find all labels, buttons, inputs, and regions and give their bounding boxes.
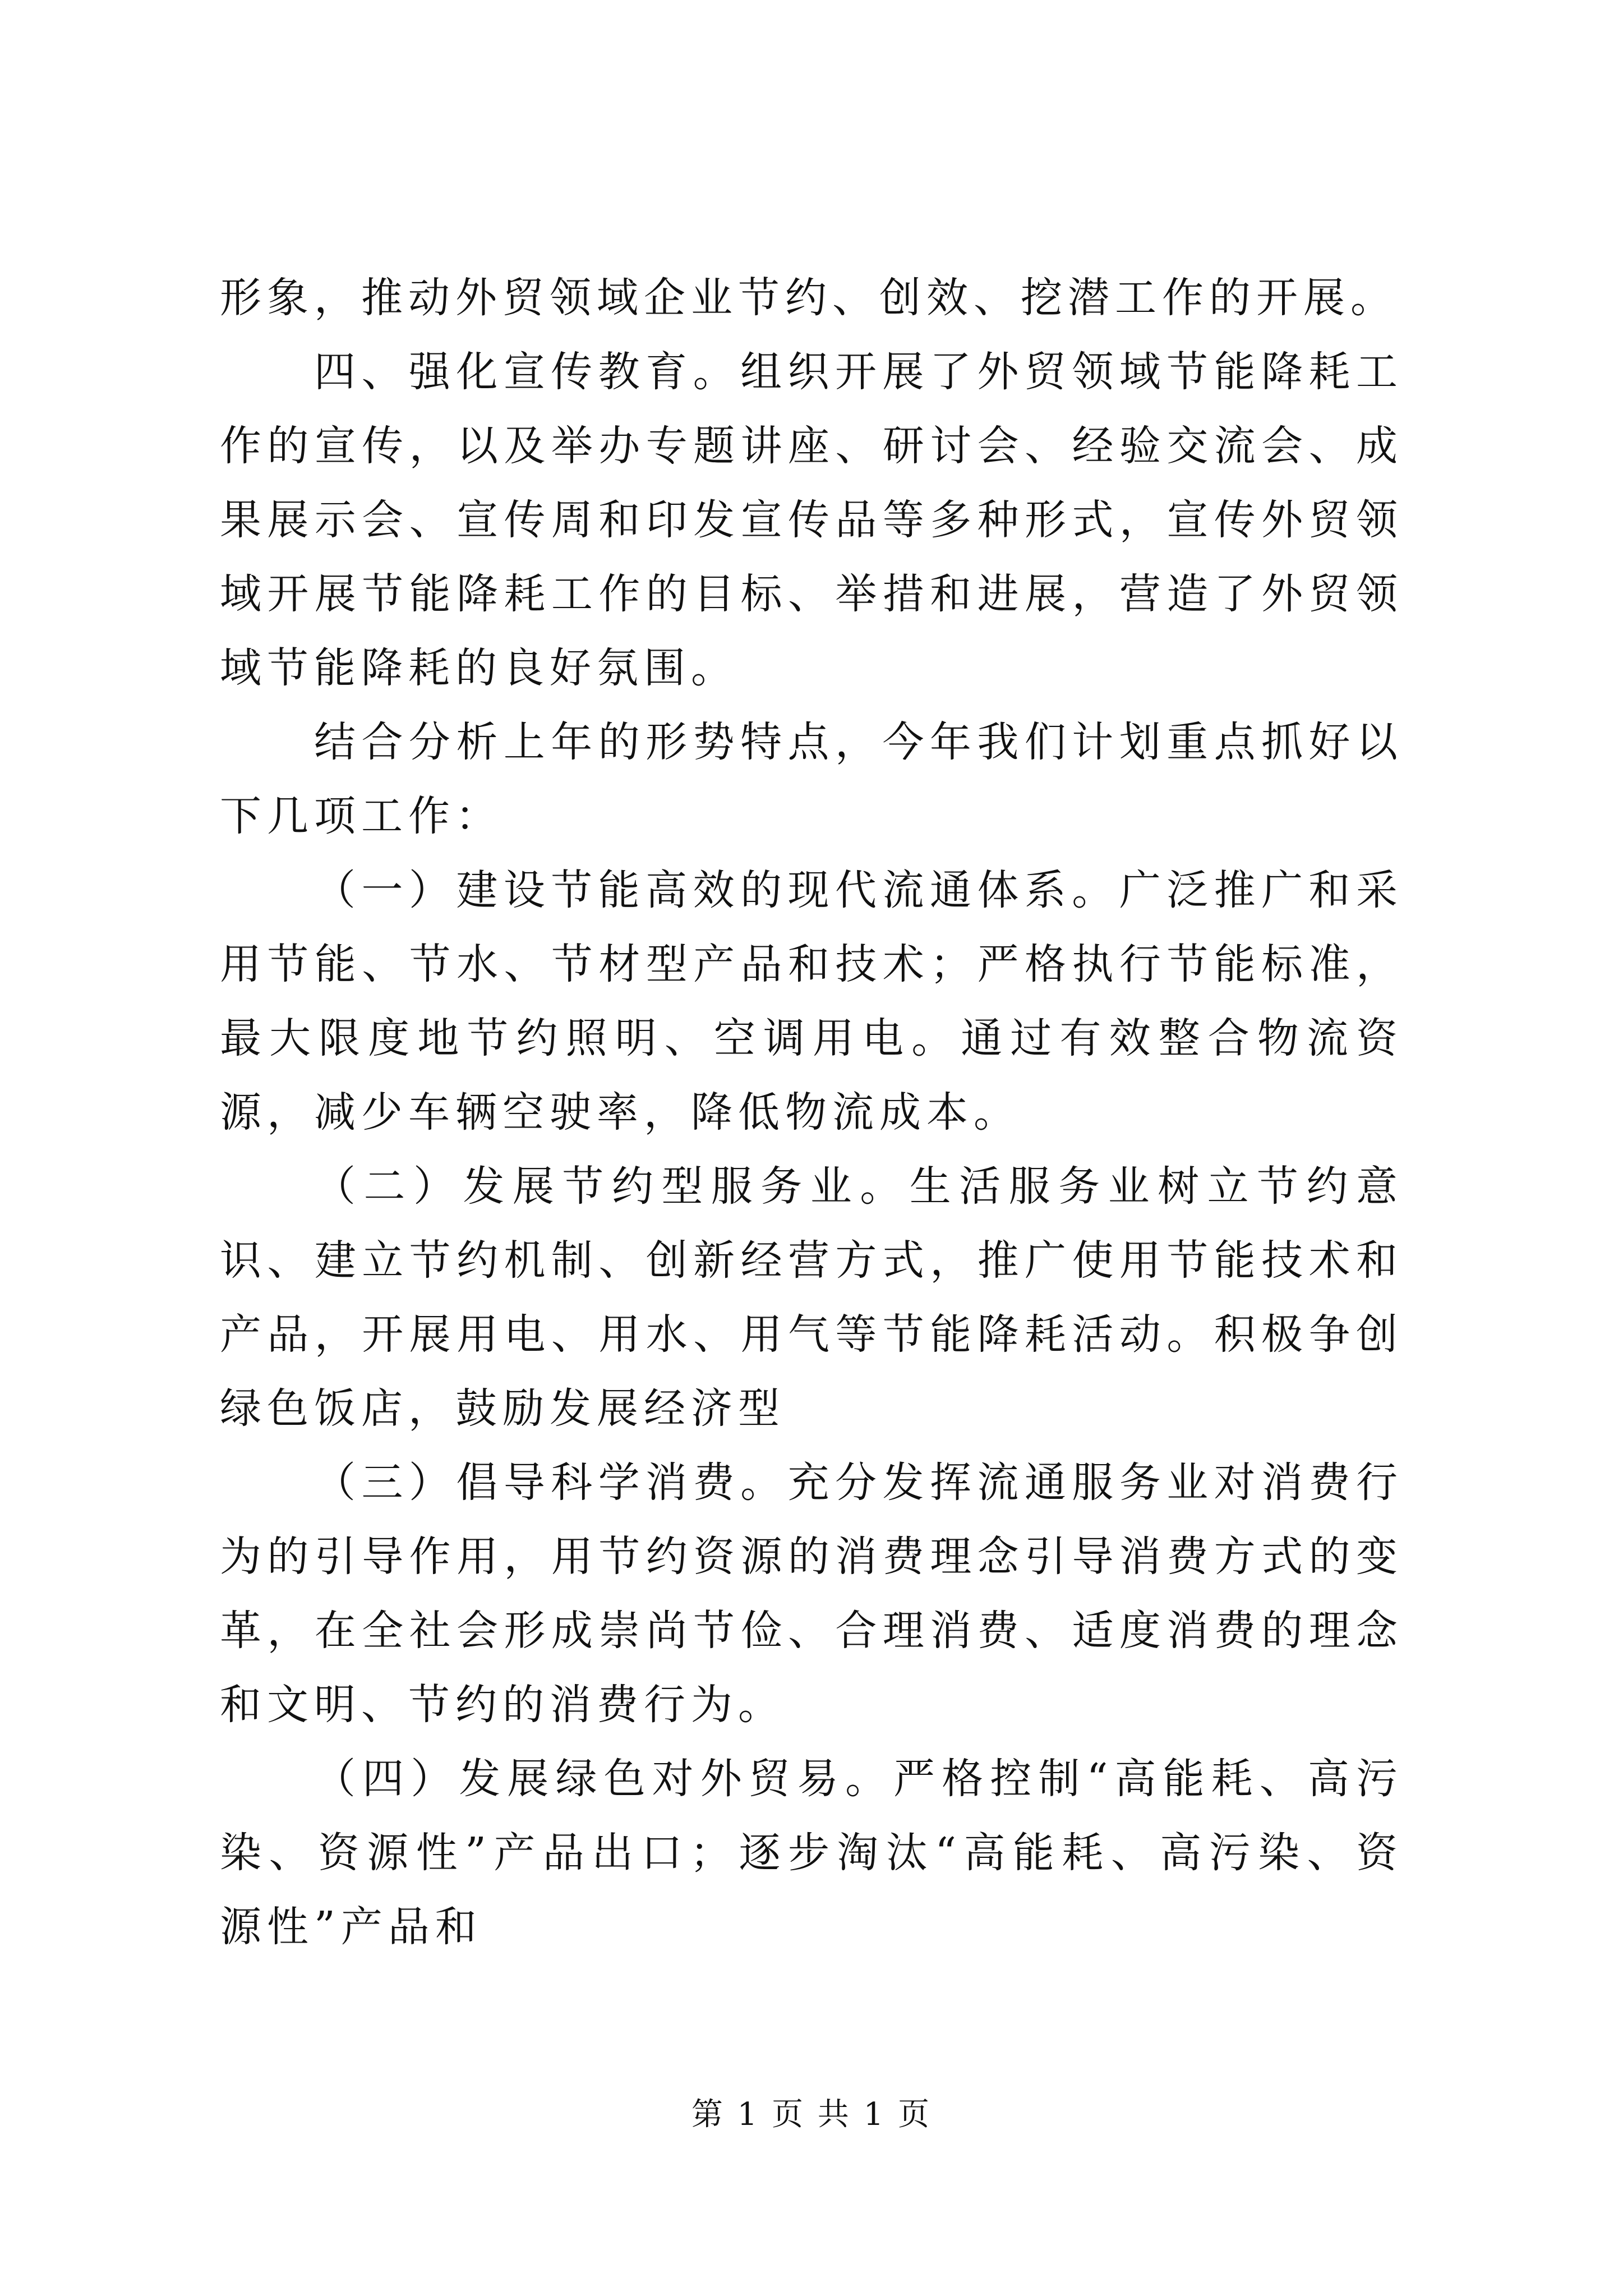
paragraph-publicity-education: 四、强化宣传教育。组织开展了外贸领域节能降耗工作的宣传，以及举办专题讲座、研讨会、经验交流会、成果展示会、宣传周和印发宣传品等多种形式，宣传外贸领域开展节能降耗工作的目标、举措和进展，营造了外贸领域节能降耗的良好氛围。: [220, 348, 1403, 692]
document-body: [220, 261, 1403, 1964]
paragraph-plan-intro: 结合分析上年的形势特点，今年我们计划重点抓好以下几项工作：: [220, 718, 1403, 840]
paragraph-item-3: （三）倡导科学消费。充分发挥流通服务业对消费行为的引导作用，用节约资源的消费理念引导消费方式的变革，在全社会形成崇尚节俭、合理消费、适度消费的理念和文明、节约的消费行为。: [220, 1458, 1403, 1729]
paragraph-item-4: （四）发展绿色对外贸易。严格控制“高能耗、高污染、资源性”产品出口；逐步淘汰“高能耗、高污染、资源性”产品和: [220, 1755, 1403, 1951]
paragraph-continuation: 形象，推动外贸领域企业节约、创效、挖潜工作的开展。: [220, 274, 1398, 322]
page-footer: 第 1 页 共 1 页: [691, 2096, 932, 2133]
paragraph-item-1: （一）建设节能高效的现代流通体系。广泛推广和采用节能、节水、节材型产品和技术；严格执行节能标准，最大限度地节约照明、空调用电。通过有效整合物流资源，减少车辆空驶率，降低物流成本。: [220, 866, 1403, 1137]
paragraph-item-2: （二）发展节约型服务业。生活服务业树立节约意识、建立节约机制、创新经营方式，推广使用节能技术和产品，开展用电、用水、用气等节能降耗活动。积极争创绿色饭店，鼓励发展经济型: [220, 1162, 1403, 1433]
